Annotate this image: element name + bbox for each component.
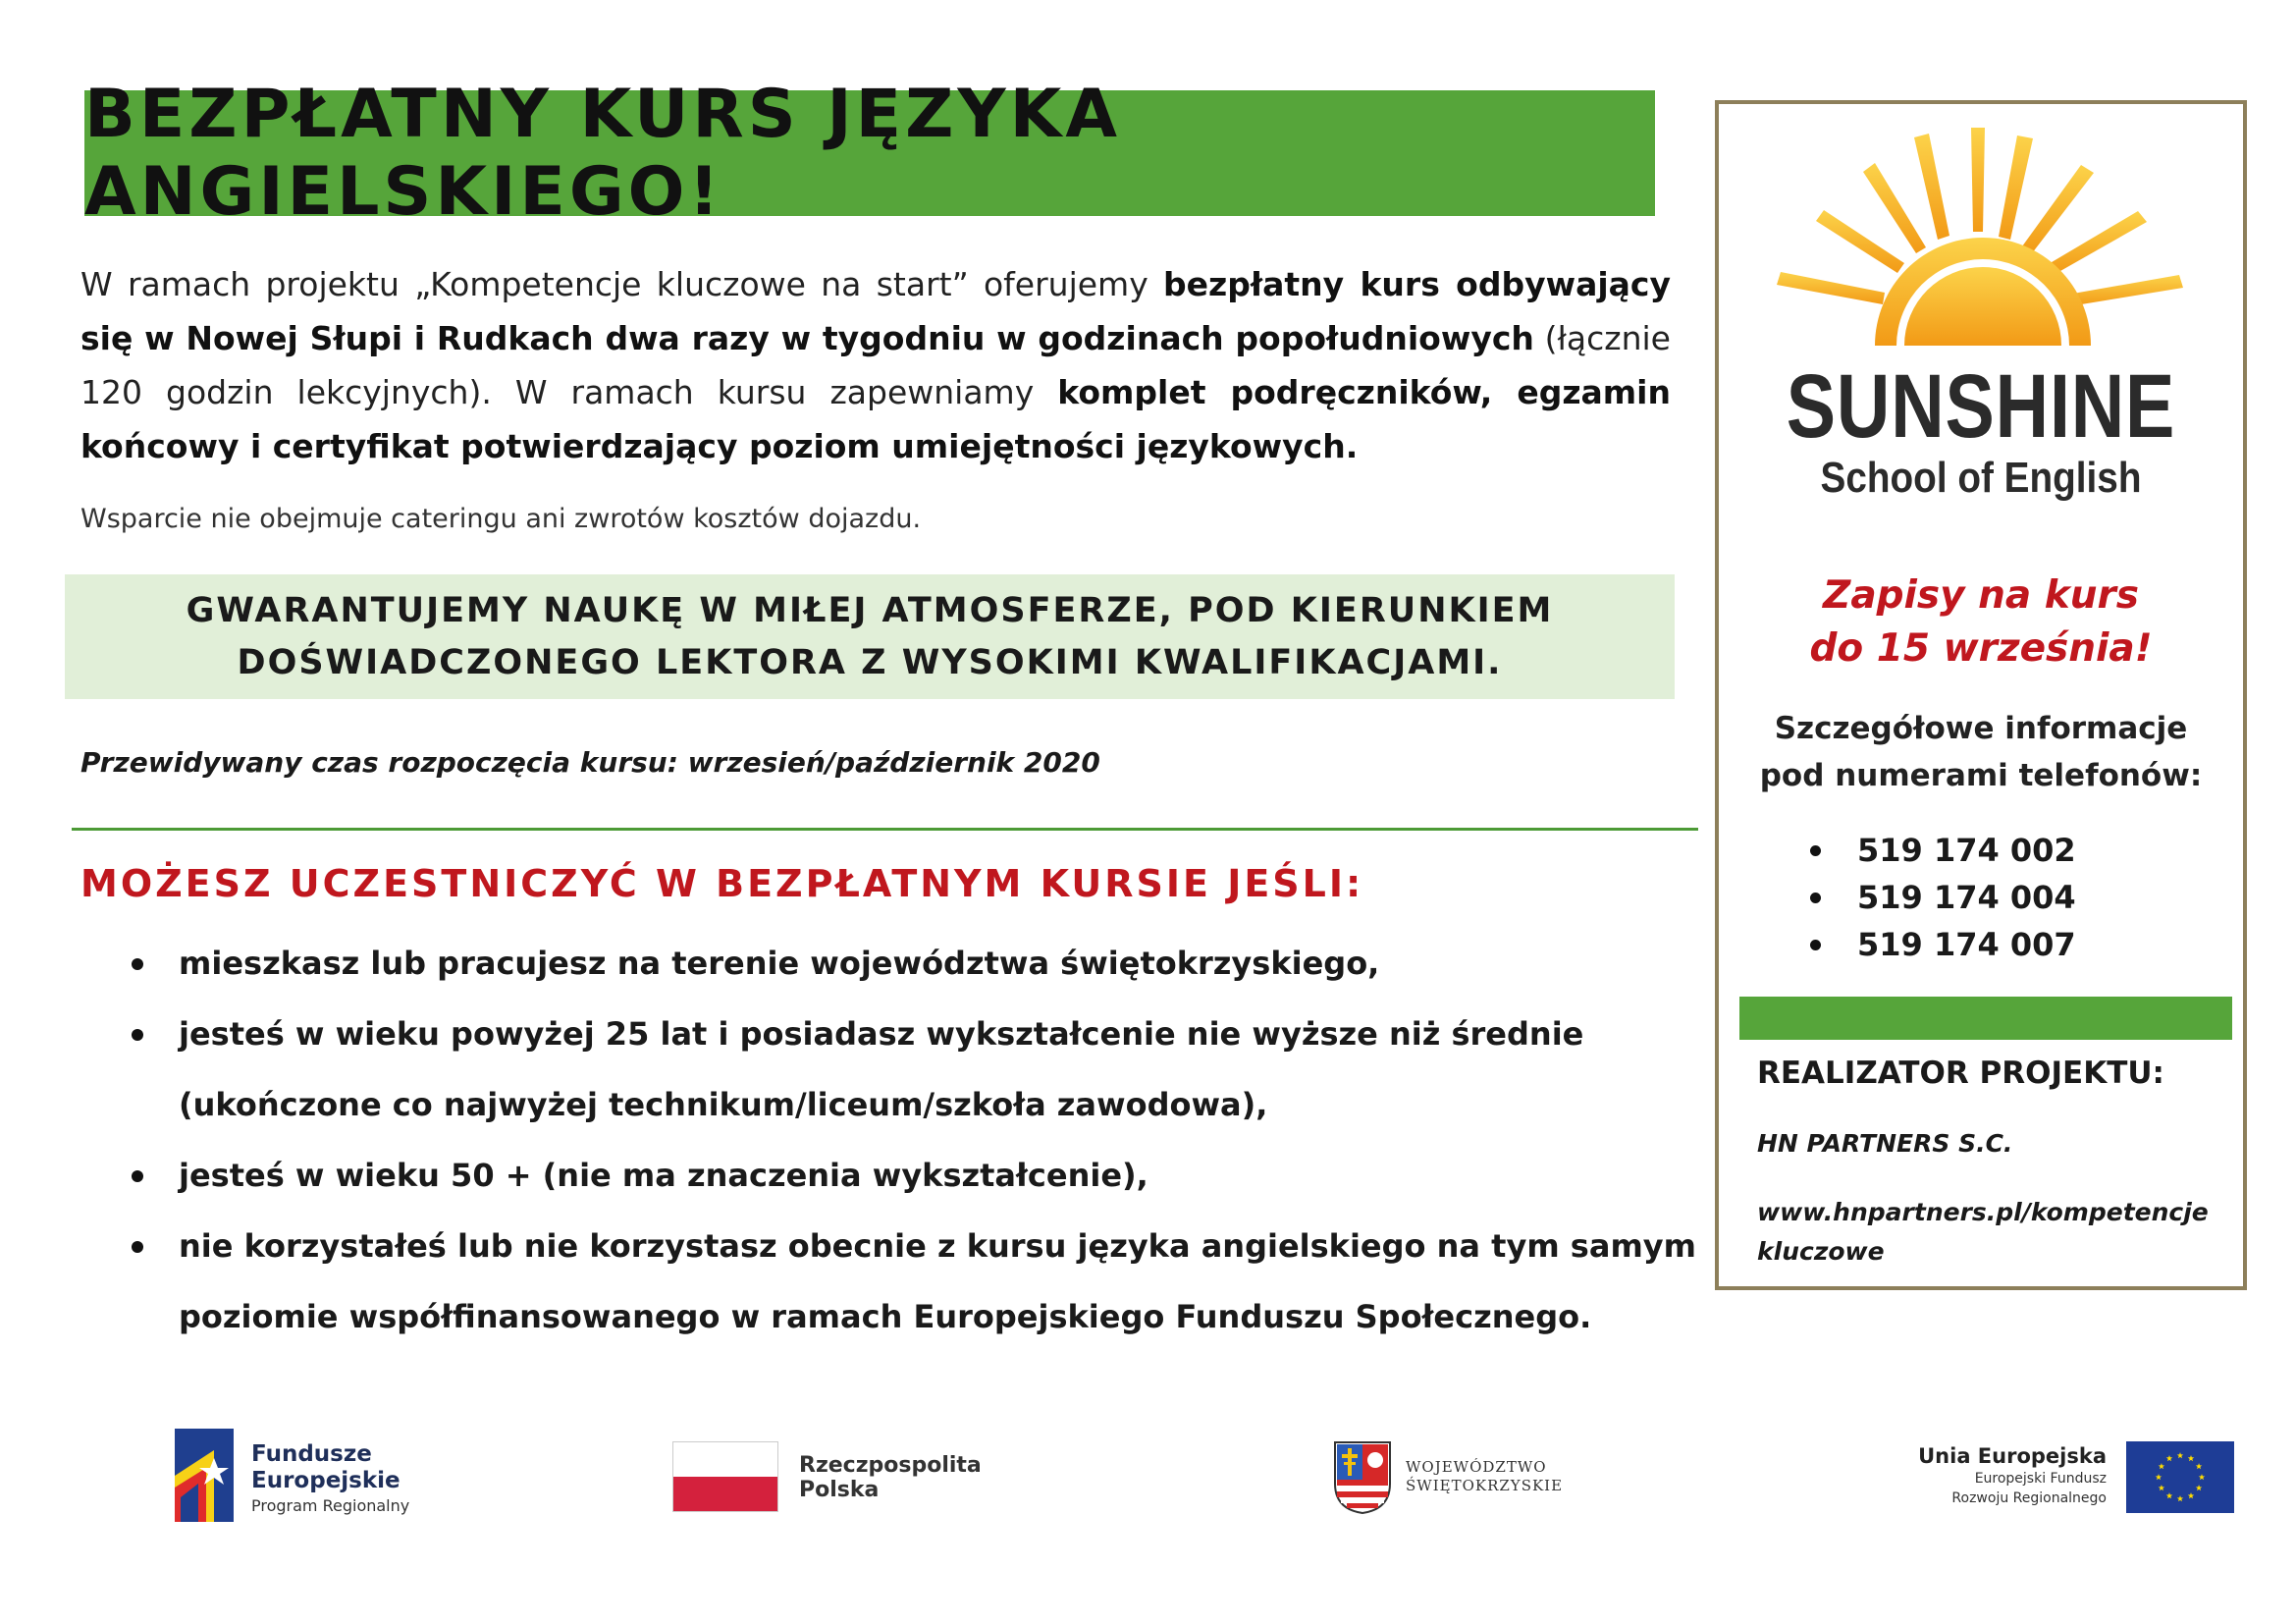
sun-icon: [1757, 118, 2209, 363]
phone-number: 519 174 004: [1810, 874, 2076, 921]
phone-list: [1810, 827, 2076, 968]
intro-text-2: (łącznie 120 godzin lekcyjnych). W ramach kursu zapewniamy: [80, 319, 1671, 411]
intro-paragraph: [80, 257, 1671, 473]
polish-flag: [672, 1441, 778, 1512]
criteria-heading: MOŻESZ UCZESTNICZYĆ W BEZPŁATNYM KURSIE JEŚLI:: [80, 862, 1364, 905]
criteria-list: [128, 928, 1698, 1352]
intro-bold-2: komplet podręczników, egzamin końcowy i certyfikat potwierdzający poziom umiejętności językowych.: [80, 373, 1671, 465]
sw-line-1: WOJEWÓDZTWO: [1406, 1458, 1547, 1476]
swietokrzyskie-crest: [1333, 1440, 1392, 1515]
start-time-note: Przewidywany czas rozpoczęcia kursu: wrzesień/październik 2020: [80, 746, 1100, 779]
intro-bold-1: bezpłatny kurs odbywający się w Nowej Słupi i Rudkach dwa razy w tygodniu w godzinach popołudniowych: [80, 265, 1671, 357]
list-item: nie korzystałeś lub nie korzystasz obecnie z kursu języka angielskiego na tym samym poziomie współfinansowanego w ramach Europejskiego Funduszu Społecznego.: [128, 1211, 1698, 1352]
guarantee-line-1: GWARANTUJEMY NAUKĘ W MIŁEJ ATMOSFERZE, POD KIERUNKIEM: [186, 590, 1554, 630]
sw-line-2: ŚWIĘTOKRZYSKIE: [1406, 1477, 1564, 1494]
eu-line-3: Rozwoju Regionalnego: [1951, 1490, 2107, 1506]
info-line-2: pod numerami telefonów:: [1759, 758, 2203, 793]
pl-line-2: Polska: [799, 1478, 880, 1502]
eu-line-1: Unia Europejska: [1918, 1444, 2107, 1468]
fundusze-europejskie-text: [251, 1441, 409, 1518]
signup-line-1: Zapisy na kurs: [1823, 573, 2139, 618]
realizator-url[interactable]: www.hnpartners.pl/kompetencje kluczowe: [1757, 1198, 2209, 1266]
signup-deadline: [1715, 569, 2247, 676]
title-banner: [84, 76, 1655, 231]
realizator-name: HN PARTNERS S.C.: [1757, 1129, 2013, 1158]
page-title: BEZPŁATNY KURS JĘZYKA ANGIELSKIEGO!: [84, 76, 1121, 231]
signup-line-2: do 15 września!: [1809, 626, 2153, 671]
info-text: [1715, 705, 2247, 799]
fe-line-3: Program Regionalny: [251, 1496, 410, 1515]
section-divider: [72, 828, 1698, 831]
brand-name: SUNSHINE: [1786, 356, 2176, 457]
list-item: jesteś w wieku 50 + (nie ma znaczenia wykształcenie),: [128, 1140, 1698, 1211]
brand-subtitle: School of English: [1820, 454, 2142, 502]
swietokrzyskie-text: [1406, 1458, 1563, 1495]
info-line-1: Szczegółowe informacje: [1774, 711, 2188, 746]
polska-text: [799, 1453, 982, 1502]
guarantee-line-2: DOŚWIADCZONEGO LEKTORA Z WYSOKIMI KWALIFIKACJAMI.: [237, 642, 1503, 682]
eu-flag: [2126, 1441, 2234, 1513]
list-item: mieszkasz lub pracujesz na terenie województwa świętokrzyskiego,: [128, 928, 1698, 999]
eu-line-2: Europejski Fundusz: [1974, 1471, 2107, 1487]
realizator-heading: REALIZATOR PROJEKTU:: [1757, 1056, 2164, 1091]
side-green-bar: [1739, 997, 2232, 1040]
fundusze-europejskie-logo: [175, 1429, 234, 1522]
fe-line-1: Fundusze: [251, 1441, 372, 1467]
support-note: Wsparcie nie obejmuje cateringu ani zwrotów kosztów dojazdu.: [80, 504, 922, 534]
list-item: jesteś w wieku powyżej 25 lat i posiadasz wykształcenie nie wyższe niż średnie (ukończone co najwyżej technikum/liceum/szkoła zawodowa),: [128, 999, 1698, 1140]
guarantee-box: [65, 574, 1675, 699]
fe-line-2: Europejskie: [251, 1468, 400, 1493]
intro-text-1: W ramach projektu „Kompetencje kluczowe na start” oferujemy: [80, 265, 1164, 303]
guarantee-text: [187, 585, 1554, 689]
phone-number: 519 174 002: [1810, 827, 2076, 874]
pl-line-1: Rzeczpospolita: [799, 1453, 982, 1478]
phone-number: 519 174 007: [1810, 921, 2076, 968]
eu-text: [1845, 1443, 2107, 1508]
